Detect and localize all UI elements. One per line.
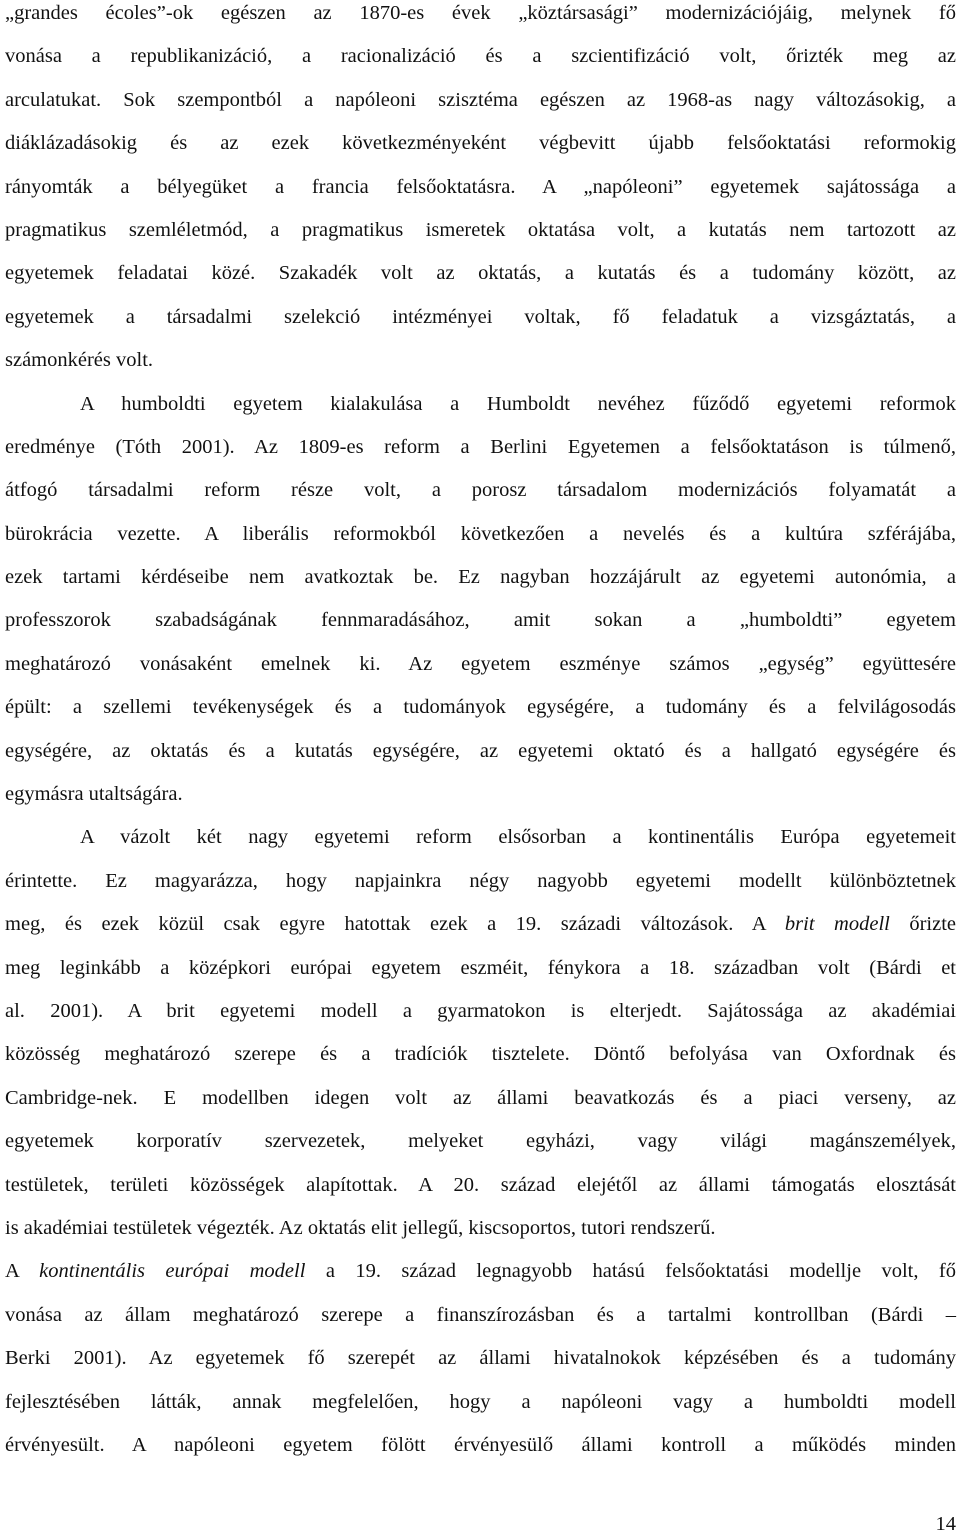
text-segment: épült: a szellemi tevékenységek és a tudományok egységére, a tudomány és a felvilágosodás xyxy=(5,696,956,719)
text-line xyxy=(5,1120,956,1163)
text-line xyxy=(5,252,956,295)
text-segment: egyetemek korporatív szervezetek, melyeket egyházi, vagy világi magánszemélyek, xyxy=(5,1130,956,1153)
text-line xyxy=(5,1424,956,1467)
text-line xyxy=(5,1077,956,1120)
text-segment: bürokrácia vezette. A liberális reformokból következően a nevelés és a kultúra szférájába, xyxy=(5,522,956,545)
text-line xyxy=(5,686,956,729)
text-segment: fejlesztésében látták, annak megfelelően, hogy a napóleoni vagy a humboldti modell xyxy=(5,1390,956,1413)
text-segment: egyetemek a társadalmi szelekció intézményei voltak, fő feladatuk a vizsgáztatás, a xyxy=(5,305,956,328)
text-line xyxy=(5,599,956,642)
text-line xyxy=(5,0,956,35)
text-segment: A humboldti egyetem kialakulása a Humboldt nevéhez fűződő egyetemi reformok xyxy=(80,392,956,415)
text-segment: A xyxy=(5,1260,40,1283)
text-line xyxy=(5,296,956,339)
text-line xyxy=(5,947,956,990)
text-line xyxy=(5,35,956,78)
text-line xyxy=(5,1381,956,1424)
text-line xyxy=(5,1033,956,1076)
text-segment: testületek, területi közösségek alapítottak. A 20. század elejétől az állami támogatás elosztását xyxy=(5,1173,956,1196)
text-segment: „grandes écoles”-ok egészen az 1870-es évek „köztársasági” modernizációjáig, melynek fő xyxy=(5,2,956,24)
text-line xyxy=(5,860,956,903)
document-page xyxy=(5,0,956,1467)
page-number: 14 xyxy=(935,1513,956,1535)
text-line xyxy=(5,816,956,859)
text-line xyxy=(5,166,956,209)
text-segment: egységére, az oktatás és a kutatás egységére, az egyetemi oktató és a hallgató egységére és xyxy=(5,739,956,762)
text-line xyxy=(5,1207,956,1250)
text-segment: érintette. Ez magyarázza, hogy napjainkra négy nagyobb egyetemi modellt különböztetnek xyxy=(5,869,956,892)
text-line xyxy=(5,469,956,512)
text-segment: közösség meghatározó szerepe és a tradíciók tisztelete. Döntő befolyása van Oxfordnak és xyxy=(5,1043,956,1066)
text-segment: egyetemek feladatai közé. Szakadék volt az oktatás, a kutatás és a tudomány között, az xyxy=(5,262,956,285)
text-segment: ezek tartami kérdéseibe nem avatkoztak be. Ez nagyban hozzájárult az egyetemi autonómia, a xyxy=(5,566,956,589)
text-segment: meg, és ezek közül csak egyre hatottak ezek a 19. századi változások. A xyxy=(5,913,785,936)
text-segment: a 19. század legnagyobb hatású felsőoktatási modellje volt, fő xyxy=(305,1260,956,1283)
text-line xyxy=(5,122,956,165)
text-segment: meg leginkább a középkori európai egyetem eszméit, fénykora a 18. században volt (Bárdi et xyxy=(5,956,956,979)
text-line xyxy=(5,773,956,816)
text-line xyxy=(5,556,956,599)
text-line xyxy=(5,339,956,382)
text-line xyxy=(5,1294,956,1337)
text-segment: is akadémiai testületek végezték. Az oktatás elit jellegű, kiscsoportos, tutori rendszerű. xyxy=(5,1216,716,1239)
text-line xyxy=(5,383,956,426)
text-line xyxy=(5,1337,956,1380)
text-line xyxy=(5,903,956,946)
text-segment: Cambridge-nek. E modellben idegen volt az állami beavatkozás és a piaci verseny, az xyxy=(5,1086,956,1109)
text-line xyxy=(5,643,956,686)
text-line xyxy=(5,426,956,469)
text-segment: egymásra utaltságára. xyxy=(5,783,183,806)
text-segment: pragmatikus szemléletmód, a pragmatikus ismeretek oktatása volt, a kutatás nem tartozott az xyxy=(5,218,956,241)
text-segment: al. 2001). A brit egyetemi modell a gyarmatokon is elterjedt. Sajátossága az akadémiai xyxy=(5,999,956,1022)
text-line xyxy=(5,730,956,773)
text-segment: diáklázadásokig és az ezek következményeként végbevitt újabb felsőoktatási reformokig xyxy=(5,132,956,155)
text-segment: Berki 2001). Az egyetemek fő szerepét az állami hivatalnokok képzésében és a tudomány xyxy=(5,1347,956,1370)
body-text xyxy=(5,0,956,1467)
text-segment: számonkérés volt. xyxy=(5,349,154,372)
text-segment: rányomták a bélyegüket a francia felsőoktatásra. A „napóleoni” egyetemek sajátossága a xyxy=(5,175,956,198)
italic-text: brit modell xyxy=(784,913,890,936)
text-segment: őrizte xyxy=(889,913,957,936)
text-line xyxy=(5,1250,956,1293)
text-segment: érvényesült. A napóleoni egyetem fölött érvényesülő állami kontroll a működés minden xyxy=(5,1433,956,1456)
text-segment: arculatukat. Sok szempontból a napóleoni szisztéma egészen az 1968-as nagy változásokig, a xyxy=(5,88,956,111)
text-segment: eredménye (Tóth 2001). Az 1809-es reform a Berlini Egyetemen a felsőoktatáson is túlmenő, xyxy=(5,435,956,458)
text-segment: A vázolt két nagy egyetemi reform elsősorban a kontinentális Európa egyetemeit xyxy=(80,826,956,849)
italic-text: kontinentális európai modell xyxy=(39,1260,306,1283)
text-line xyxy=(5,209,956,252)
text-segment: vonása a republikanizáció, a racionalizáció és a szcientifizáció volt, őrizték meg az xyxy=(5,45,956,68)
text-segment: átfogó társadalmi reform része volt, a porosz társadalom modernizációs folyamatát a xyxy=(5,479,956,502)
text-segment: vonása az állam meghatározó szerepe a finanszírozásban és a tartalmi kontrollban (Bárdi – xyxy=(5,1303,956,1326)
text-line xyxy=(5,79,956,122)
text-segment: meghatározó vonásaként emelnek ki. Az egyetem eszménye számos „egység” együttesére xyxy=(5,652,956,675)
text-line xyxy=(5,513,956,556)
text-segment: professzorok szabadságának fennmaradásához, amit sokan a „humboldti” egyetem xyxy=(5,609,956,632)
text-line xyxy=(5,1164,956,1207)
text-line xyxy=(5,990,956,1033)
